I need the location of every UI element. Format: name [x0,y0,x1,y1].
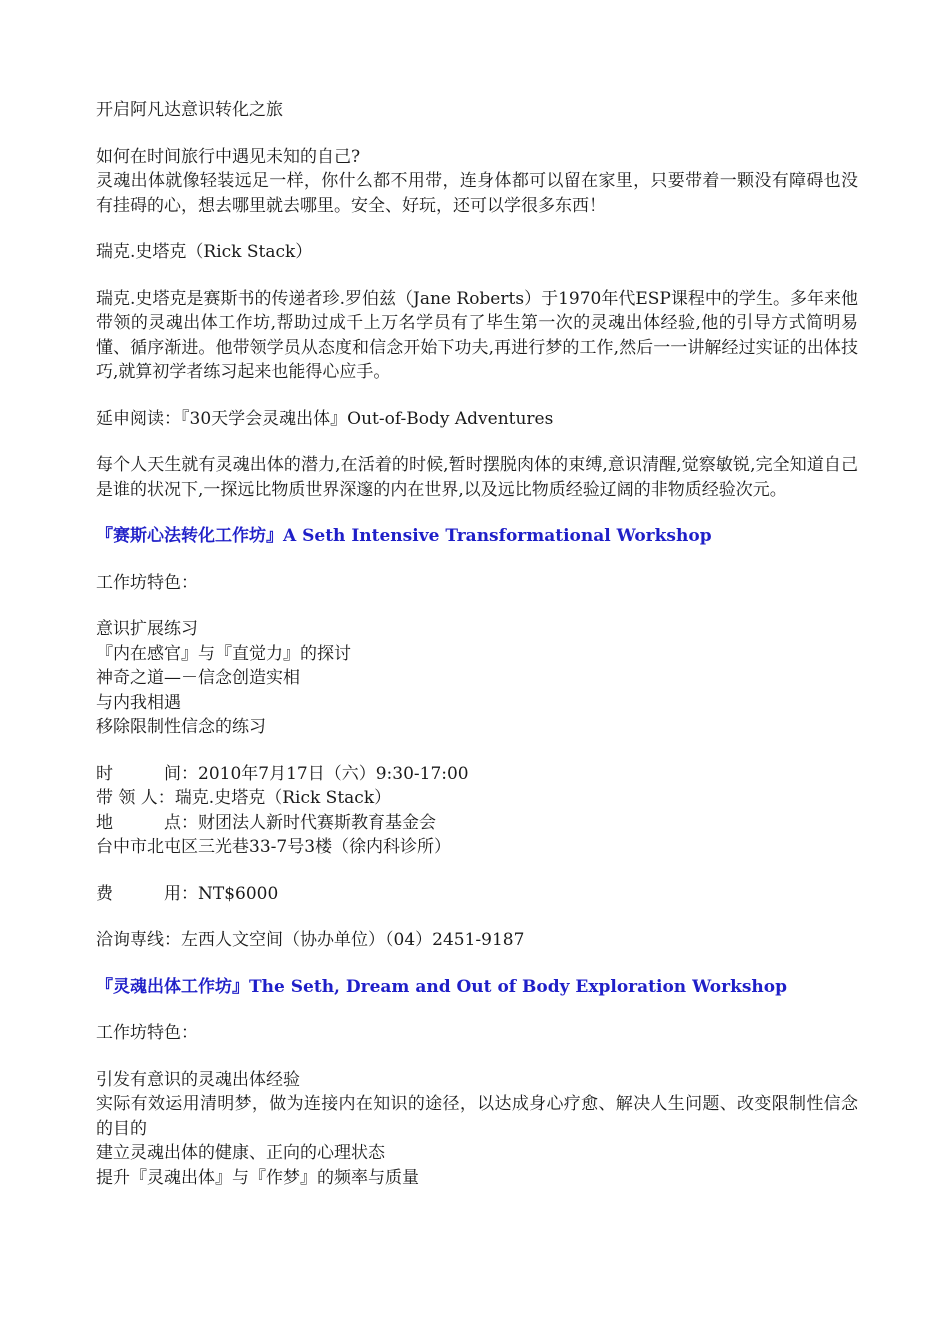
workshop1-details [96,762,858,860]
list-item: 引发有意识的灵魂出体经验 [96,1069,300,1090]
intro-question: 如何在时间旅行中遇见未知的自己? [96,146,361,167]
place-label: 地 点： [96,812,198,833]
teacher-name: 瑞克.史塔克（Rick Stack） [96,242,313,262]
place-value: 财团法人新时代赛斯教育基金会 [198,812,436,833]
workshop1-features-label: 工作坊特色： [96,572,198,593]
fee-value: NT$6000 [198,883,279,904]
intro-title: 开启阿凡达意识转化之旅 [96,100,283,120]
workshop1-features-list [96,617,858,740]
workshop2-features-list [96,1068,858,1191]
teacher-bio: 瑞克.史塔克是赛斯书的传递者珍.罗伯兹（Jane Roberts）于1970年代ESP课程中的学生。多年来他带领的灵魂出体工作坊,帮助过成千上万名学员有了毕生第一次的灵魂出体经验,他的引导方式简明易懂、循序渐进。他带领学员从态度和信念开始下功夫,再进行梦的工作,然后一一讲解经过实证的出体技巧,就算初学者练习起来也能得心应手。 [96,288,858,382]
list-item: 实际有效运用清明梦，做为连接内在知识的途径，以达成身心疗愈、解决人生问题、改变限制性信念的目的 [96,1094,858,1139]
time-row [96,762,858,787]
list-item: 建立灵魂出体的健康、正向的心理状态 [96,1143,385,1163]
fee-row [96,882,858,907]
list-item: 与内我相遇 [96,692,181,713]
time-value: 2010年7月17日（六）9:30-17:00 [198,763,469,784]
document-page [96,98,858,1212]
leader-value: 瑞克.史塔克（Rick Stack） [174,788,392,808]
reading-text: 每个人天生就有灵魂出体的潜力,在活着的时候,暂时摆脱肉体的束缚,意识清醒,觉察敏锐,完全知道自己是谁的状况下,一探远比物质世界深邃的内在世界,以及远比物质经验辽阔的非物质经验次元。 [96,455,858,500]
intro-block [96,145,858,219]
list-item: 提升『灵魂出体』与『作梦』的频率与质量 [96,1167,419,1188]
workshop1-heading: 『赛斯心法转化工作坊』A Seth Intensive Transformational Workshop [96,526,712,546]
leader-label: 带 领 人： [96,788,175,808]
place-row [96,811,858,836]
list-item: 神奇之道—－信念创造实相 [96,668,300,688]
workshop2-features-label: 工作坊特色： [96,1023,198,1043]
list-item: 意识扩展练习 [96,619,198,639]
address-row: 台中市北屯区三光巷33-7号3楼（徐内科诊所） [96,837,452,857]
list-item: 移除限制性信念的练习 [96,717,266,737]
reading-label: 延申阅读：『30天学会灵魂出体』Out-of-Body Adventures [96,408,554,429]
intro-description: 灵魂出体就像轻装远足一样，你什么都不用带，连身体都可以留在家里，只要带着一颗没有障碍也没有挂碍的心，想去哪里就去哪里。安全、好玩，还可以学很多东西！ [96,171,858,216]
leader-row [96,786,858,811]
contact-row: 洽询専线：左西人文空间（协办单位）（04）2451-9187 [96,930,525,950]
list-item: 『内在感官』与『直觉力』的探讨 [96,643,351,664]
workshop2-heading: 『灵魂出体工作坊』The Seth, Dream and Out of Body Exploration Workshop [96,976,788,997]
time-label: 时 间： [96,763,198,784]
fee-label: 费 用： [96,883,198,904]
